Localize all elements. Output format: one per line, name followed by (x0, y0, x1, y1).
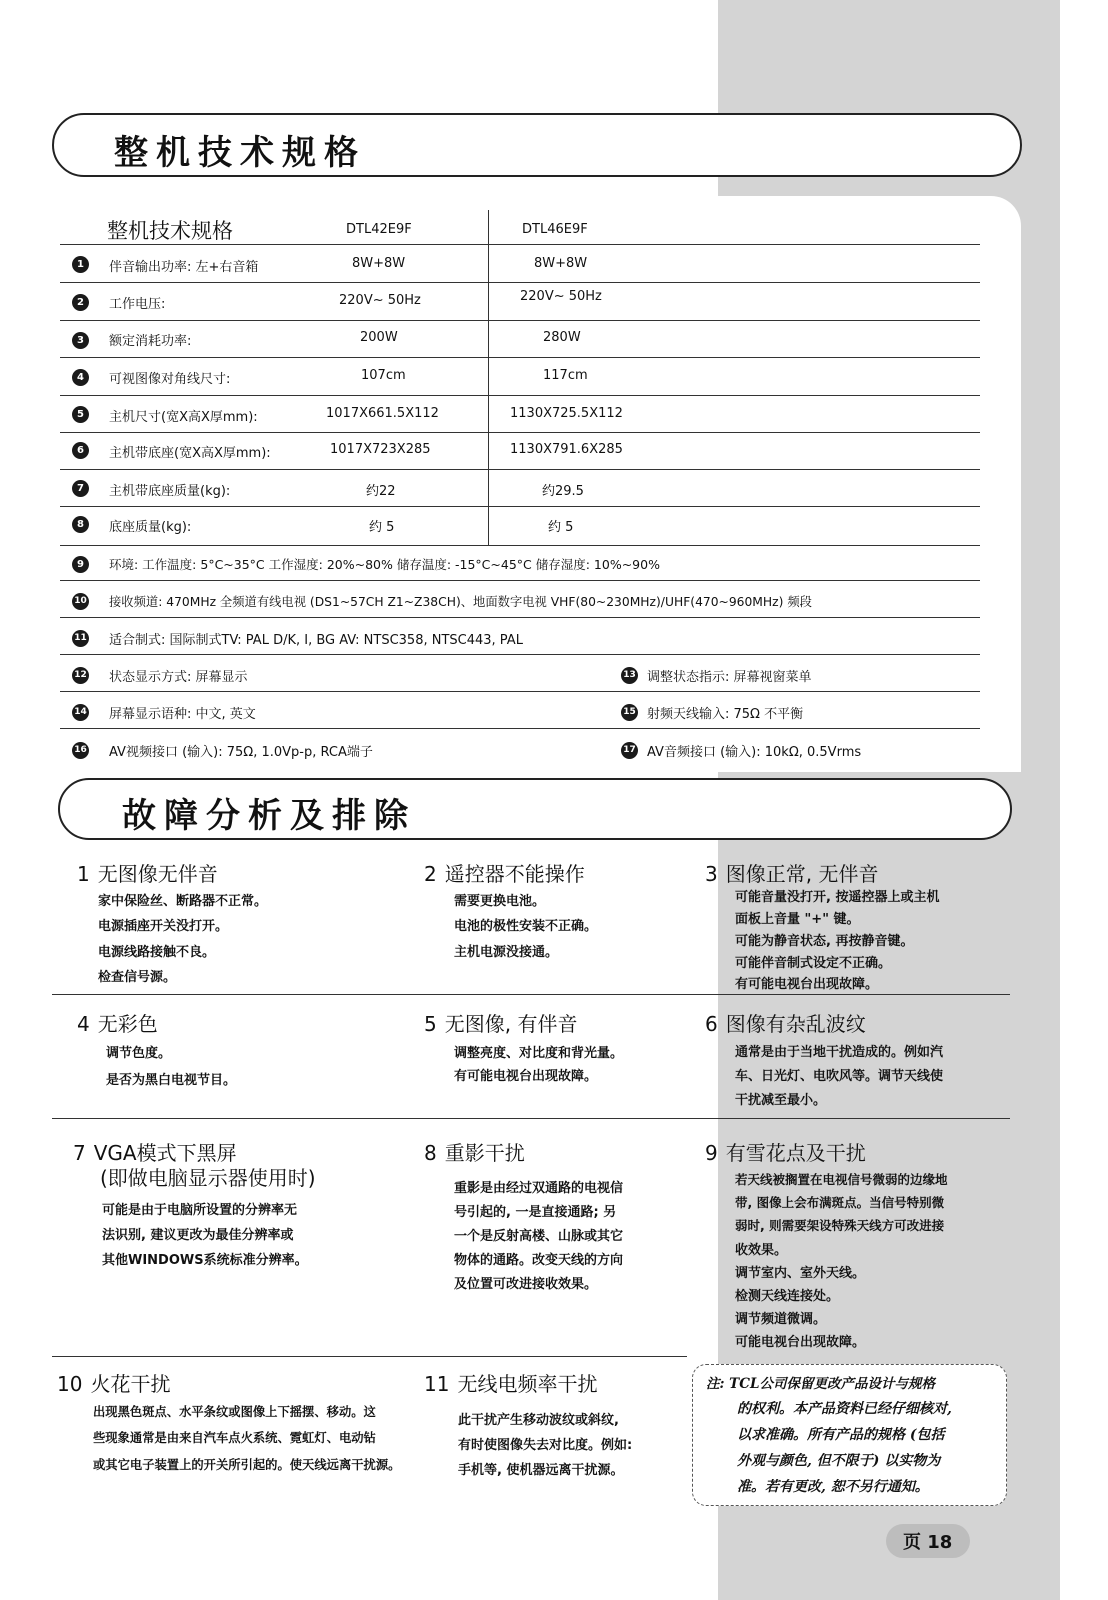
fault-title-9: 9 有雪花点及干扰 (705, 1141, 866, 1165)
fault-line: 可能是由于电脑所设置的分辨率无 (102, 1203, 298, 1218)
row-number-badge: 4 (72, 369, 89, 386)
row-divider (60, 580, 980, 581)
fault-line: 若天线被搁置在电视信号微弱的边缘地 (735, 1172, 948, 1187)
note-line: 的权利。本产品资料已经仔细核对, (737, 1401, 952, 1417)
spec-label: 底座质量(kg): (109, 520, 192, 535)
fault-line: 可能为静音状态, 再按静音键。 (735, 934, 914, 949)
spec-label: 主机尺寸(宽X高X厚mm): (109, 410, 258, 425)
fault-line: 可能音量没打开, 按遥控器上或主机 (735, 890, 940, 905)
fault-line: 重影是由经过双通路的电视信 (454, 1181, 624, 1196)
row-number-badge: 17 (621, 742, 638, 759)
row-number-badge: 6 (72, 442, 89, 459)
spec-value-b: 220V~ 50Hz (520, 289, 602, 304)
row-divider (60, 728, 980, 729)
section-title-specs: 整机技术规格 (114, 133, 366, 173)
row-divider (60, 506, 980, 507)
fault-line: 出现黑色斑点、水平条纹或图像上下摇摆、移动。这 (93, 1405, 376, 1419)
note-line: 以求准确。所有产品的规格 (包括 (737, 1427, 945, 1443)
spec-value-b: 8W+8W (534, 256, 588, 271)
fault-line: 面板上音量 "+" 键。 (735, 912, 860, 927)
section-header-specs (52, 113, 1022, 177)
spec-label: 额定消耗功率: (109, 334, 192, 349)
row-divider (60, 320, 980, 321)
fault-line: 有可能电视台出现故障。 (454, 1069, 598, 1084)
spec-environment: 环境: 工作温度: 5°C~35°C 工作湿度: 20%~80% 储存温度: -15°C~45°C 储存湿度: 10%~90% (109, 557, 660, 572)
spec-value-a: 200W (360, 330, 398, 345)
spec-av-audio: AV音频接口 (输入): 10kΩ, 0.5Vrms (647, 745, 862, 760)
fault-row-divider (52, 1118, 1010, 1119)
fault-line: 检测天线连接处。 (735, 1289, 840, 1304)
row-number-badge: 7 (72, 480, 89, 497)
fault-line: 有可能电视台出现故障。 (735, 977, 879, 992)
spec-value-b: 约 5 (548, 520, 574, 535)
fault-line: 电池的极性安装不正确。 (454, 919, 598, 934)
row-divider (60, 395, 980, 396)
note-line: 外观与颜色, 但不限于) 以实物为 (737, 1453, 941, 1469)
row-divider (60, 654, 980, 655)
row-number-badge: 1 (72, 256, 89, 273)
spec-systems: 适合制式: 国际制式TV: PAL D/K, I, BG AV: NTSC358, NTSC443, PAL (109, 633, 523, 648)
fault-line: 调整亮度、对比度和背光量。 (454, 1046, 624, 1061)
spec-value-b: 1130X725.5X112 (510, 406, 623, 421)
fault-line: 些现象通常是由来自汽车点火系统、霓虹灯、电动钻 (93, 1431, 376, 1445)
fault-line: 家中保险丝、断路器不正常。 (98, 894, 268, 909)
spec-rf-input: 射频天线输入: 75Ω 不平衡 (647, 707, 804, 722)
spec-value-b: 117cm (543, 368, 588, 383)
spec-label: 主机带底座(宽X高X厚mm): (109, 446, 271, 461)
row-divider (60, 282, 980, 283)
spec-label: 伴音输出功率: 左+右音箱 (109, 260, 259, 275)
fault-line: 通常是由于当地干扰造成的。例如汽 (735, 1045, 944, 1060)
fault-title-5: 5 无图像, 有伴音 (424, 1012, 578, 1036)
fault-title-11: 11 无线电频率干扰 (424, 1372, 598, 1396)
fault-line: 调节频道微调。 (735, 1312, 827, 1327)
row-number-badge: 15 (621, 704, 638, 721)
fault-line: 或其它电子装置上的开关所引起的。使天线远离干扰源。 (93, 1458, 401, 1472)
row-number-badge: 3 (72, 332, 89, 349)
row-number-badge: 13 (621, 667, 638, 684)
spec-table-header: 整机技术规格 (107, 219, 233, 243)
fault-title-4: 4 无彩色 (77, 1012, 158, 1036)
spec-av-video: AV视频接口 (输入): 75Ω, 1.0Vp-p, RCA端子 (109, 745, 373, 760)
spec-value-b: 约29.5 (542, 484, 584, 499)
fault-title-3: 3 图像正常, 无伴音 (705, 862, 879, 886)
spec-label: 可视图像对角线尺寸: (109, 372, 231, 387)
fault-line: 车、日光灯、电吹风等。调节天线使 (735, 1069, 944, 1084)
fault-line: 电源线路接触不良。 (98, 945, 216, 960)
fault-line: 此干扰产生移动波纹或斜纹, (458, 1413, 619, 1428)
row-number-badge: 12 (72, 667, 89, 684)
spec-value-a: 107cm (361, 368, 406, 383)
row-number-badge: 9 (72, 556, 89, 573)
fault-line: 手机等, 使机器远离干扰源。 (458, 1463, 624, 1478)
row-number-badge: 10 (72, 593, 89, 610)
section-title-faults: 故障分析及排除 (122, 796, 416, 836)
row-divider (60, 357, 980, 358)
fault-row-divider (52, 1356, 687, 1357)
spec-label: 主机带底座质量(kg): (109, 484, 231, 499)
spec-label: 工作电压: (109, 297, 166, 312)
row-number-badge: 2 (72, 294, 89, 311)
fault-line: 及位置可改进接收效果。 (454, 1277, 598, 1292)
row-divider (60, 469, 980, 470)
fault-title-8: 8 重影干扰 (424, 1141, 525, 1165)
fault-line: 收效果。 (735, 1243, 788, 1258)
fault-line: 其他WINDOWS系统标准分辨率。 (102, 1253, 308, 1268)
spec-osd-language: 屏幕显示语种: 中文, 英文 (109, 707, 256, 722)
fault-line: 主机电源没接通。 (454, 945, 559, 960)
spec-value-b: 280W (543, 330, 581, 345)
fault-line: 带, 图像上会布满斑点。当信号特别微 (735, 1195, 945, 1210)
fault-line: 电源插座开关没打开。 (98, 919, 229, 934)
fault-line: 弱时, 则需要架设特殊天线方可改进接 (735, 1218, 945, 1233)
spec-column-divider (488, 210, 489, 545)
spec-value-b: 1130X791.6X285 (510, 442, 623, 457)
fault-line: 调节色度。 (106, 1046, 172, 1061)
spec-display-mode: 状态显示方式: 屏幕显示 (109, 670, 248, 685)
fault-line: 可能伴音制式设定不正确。 (735, 956, 892, 971)
row-number-badge: 8 (72, 516, 89, 533)
model-header-2: DTL46E9F (522, 222, 588, 237)
row-divider (60, 691, 980, 692)
fault-line: 号引起的, 一是直接通路; 另 (454, 1205, 617, 1220)
fault-line: 需要更换电池。 (454, 894, 546, 909)
fault-line: 是否为黑白电视节目。 (106, 1073, 237, 1088)
spec-value-a: 8W+8W (352, 256, 406, 271)
spec-reception: 接收频道: 470MHz 全频道有线电视 (DS1~57CH Z1~Z38CH)、地面数字电视 VHF(80~230MHz)/UHF(470~960MHz) 频段 (109, 595, 812, 609)
row-divider (60, 545, 980, 546)
spec-value-a: 约 5 (369, 520, 395, 535)
note-line: 注: TCL公司保留更改产品设计与规格 (706, 1376, 935, 1392)
fault-line: 检查信号源。 (98, 970, 177, 985)
fault-title-10: 10 火花干扰 (57, 1372, 171, 1396)
fault-title-7-sub: (即做电脑显示器使用时) (100, 1166, 316, 1190)
spec-adjust-indicator: 调整状态指示: 屏幕视窗菜单 (647, 670, 812, 685)
section-header-faults (58, 778, 1012, 840)
fault-line: 可能电视台出现故障。 (735, 1335, 866, 1350)
fault-row-divider (52, 994, 1010, 995)
fault-line: 一个是反射高楼、山脉或其它 (454, 1229, 624, 1244)
fault-line: 法识别, 建议更改为最佳分辨率或 (102, 1228, 294, 1243)
row-divider (60, 244, 980, 245)
spec-value-a: 1017X723X285 (330, 442, 431, 457)
row-number-badge: 5 (72, 406, 89, 423)
fault-line: 有时使图像失去对比度。例如: (458, 1438, 633, 1453)
fault-title-6: 6 图像有杂乱波纹 (705, 1012, 866, 1036)
fault-title-2: 2 遥控器不能操作 (424, 862, 585, 886)
fault-line: 调节室内、室外天线。 (735, 1266, 866, 1281)
page-number: 页 18 (903, 1532, 953, 1553)
row-number-badge: 11 (72, 630, 89, 647)
row-number-badge: 14 (72, 704, 89, 721)
note-line: 准。若有更改, 恕不另行通知。 (737, 1479, 929, 1495)
fault-line: 物体的通路。改变天线的方向 (454, 1253, 624, 1268)
row-number-badge: 16 (72, 742, 89, 759)
row-divider (60, 617, 980, 618)
spec-value-a: 1017X661.5X112 (326, 406, 439, 421)
spec-value-a: 220V~ 50Hz (339, 293, 421, 308)
fault-line: 干扰减至最小。 (735, 1093, 827, 1108)
fault-title-7: 7 VGA模式下黑屏 (73, 1141, 237, 1165)
model-header-1: DTL42E9F (346, 222, 412, 237)
spec-value-a: 约22 (366, 484, 396, 499)
row-divider (60, 432, 980, 433)
fault-title-1: 1 无图像无伴音 (77, 862, 218, 886)
